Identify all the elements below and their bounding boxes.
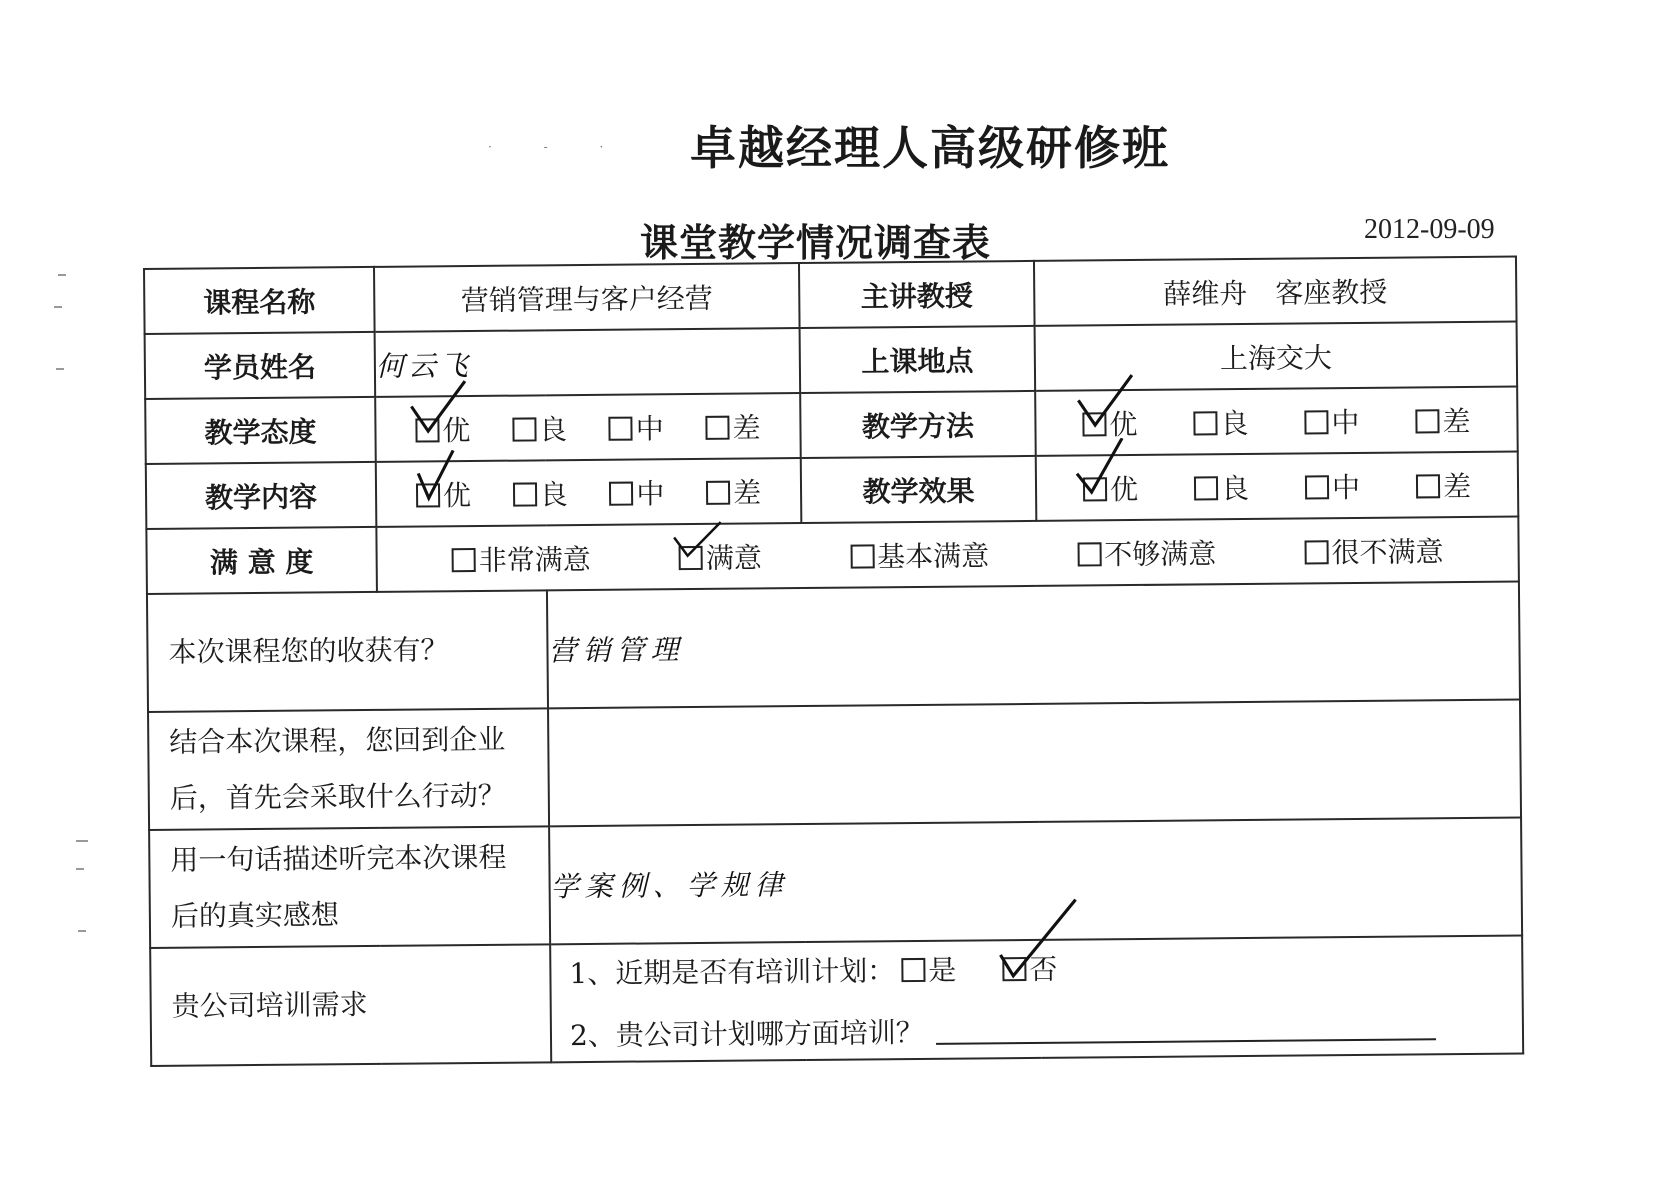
satisfaction-option-not-satisfied[interactable] — [1077, 532, 1216, 573]
option-label: 良 — [1220, 471, 1250, 505]
action-question-line: 结合本次课程，您回到企业 — [169, 722, 506, 759]
attitude-option-average[interactable] — [609, 407, 664, 447]
checkbox-checked[interactable] — [1083, 477, 1107, 501]
option-label: 是 — [928, 953, 957, 987]
scan-edge-mark — [76, 840, 88, 842]
training-area-text: 2、贵公司计划哪方面培训？ — [569, 1015, 924, 1053]
table-row — [144, 257, 1517, 334]
table-row — [148, 700, 1521, 830]
option-label: 中 — [636, 476, 665, 511]
option-label: 优 — [442, 413, 471, 447]
action-question-label — [148, 708, 549, 830]
effect-option-poor[interactable] — [1416, 464, 1471, 504]
checkbox[interactable] — [512, 417, 536, 441]
checkbox[interactable] — [452, 547, 476, 571]
checkbox[interactable] — [1077, 542, 1101, 566]
method-label: 教学方法 — [800, 391, 1036, 458]
professor-value: 薛维舟 客座教授 — [1034, 257, 1517, 326]
table-row — [145, 322, 1518, 399]
attitude-options — [375, 393, 801, 462]
scan-edge-mark — [78, 930, 86, 932]
gain-answer-handwritten[interactable]: 营销管理 — [547, 582, 1520, 709]
table-row — [150, 936, 1523, 1066]
effect-label: 教学效果 — [801, 456, 1037, 523]
satisfaction-options — [376, 517, 1519, 592]
action-question-line: 后，首先会采取什么行动？ — [169, 778, 506, 815]
table-row — [145, 387, 1518, 464]
checkbox-checked[interactable] — [415, 418, 439, 442]
feeling-question-line: 用一句话描述听完本次课程 — [170, 840, 507, 877]
satisfaction-option-very-unsatisfied[interactable] — [1304, 530, 1443, 571]
attitude-option-poor[interactable] — [705, 406, 760, 446]
professor-label: 主讲教授 — [799, 261, 1035, 328]
option-label: 差 — [1442, 404, 1471, 438]
content-option-average[interactable] — [609, 472, 664, 512]
checkbox[interactable] — [1193, 411, 1217, 435]
content-option-excellent[interactable] — [416, 474, 471, 514]
training-needs-label: 贵公司培训需求 — [150, 944, 551, 1066]
checkbox[interactable] — [1305, 475, 1329, 499]
scan-edge-mark — [76, 868, 84, 870]
feeling-answer-handwritten[interactable]: 学案例、学规律 — [549, 818, 1522, 945]
checkbox[interactable] — [1304, 540, 1328, 564]
option-label: 满意 — [705, 540, 763, 575]
survey-form — [143, 256, 1522, 1067]
checkbox[interactable] — [609, 481, 633, 505]
content-label: 教学内容 — [146, 462, 377, 529]
content-options — [376, 458, 802, 527]
feeling-question-line: 后的真实感想 — [170, 898, 340, 933]
satisfaction-label: 满 意 度 — [146, 527, 377, 594]
option-label: 差 — [1442, 469, 1472, 503]
checkbox-checked[interactable] — [1002, 957, 1026, 981]
content-option-good[interactable] — [512, 473, 567, 513]
table-row — [149, 818, 1522, 948]
effect-options — [1036, 452, 1519, 521]
effect-option-good[interactable] — [1194, 466, 1249, 506]
option-label: 差 — [733, 475, 762, 510]
attitude-label: 教学态度 — [145, 397, 376, 464]
option-label: 中 — [1331, 405, 1360, 439]
method-options — [1035, 387, 1518, 456]
option-label: 中 — [635, 411, 665, 446]
checkbox[interactable] — [901, 958, 925, 982]
option-label: 很不满意 — [1331, 534, 1444, 569]
satisfaction-option-basically-satisfied[interactable] — [850, 534, 989, 575]
checkbox[interactable] — [706, 480, 730, 504]
option-label: 良 — [539, 477, 568, 511]
content-option-poor[interactable] — [706, 471, 761, 511]
option-label: 否 — [1029, 952, 1058, 986]
option-label: 优 — [1109, 407, 1138, 441]
option-label: 良 — [538, 412, 568, 446]
attitude-option-good[interactable] — [512, 408, 567, 448]
student-name-label: 学员姓名 — [145, 332, 376, 399]
attitude-option-excellent[interactable] — [415, 409, 470, 449]
table-row — [147, 582, 1520, 712]
training-plan-no[interactable] — [1002, 948, 1057, 988]
form-date: 2012-09-09 — [1364, 214, 1495, 245]
action-answer-field[interactable] — [548, 700, 1521, 827]
training-area-question — [552, 1006, 1522, 1055]
effect-option-average[interactable] — [1305, 465, 1360, 505]
faded-logo-mark: · - · — [488, 140, 628, 154]
method-option-poor[interactable] — [1415, 399, 1470, 439]
checkbox[interactable] — [705, 415, 729, 439]
satisfaction-option-very-satisfied[interactable] — [452, 537, 591, 578]
checkbox[interactable] — [1304, 410, 1328, 434]
checkbox[interactable] — [1194, 476, 1218, 500]
page-title: 卓越经理人高级研修班 — [690, 121, 1170, 175]
location-label: 上课地点 — [800, 326, 1036, 393]
checkbox-checked[interactable] — [1082, 412, 1106, 436]
course-name-value: 营销管理与客户经营 — [374, 263, 800, 332]
gain-question-label: 本次课程您的收获有？ — [147, 590, 548, 712]
effect-option-excellent[interactable] — [1083, 467, 1138, 507]
table-row — [146, 452, 1519, 529]
option-label: 差 — [732, 410, 761, 445]
checkbox[interactable] — [609, 416, 633, 440]
option-label: 良 — [1220, 406, 1249, 440]
student-name-handwritten[interactable]: 何云飞 — [375, 328, 801, 397]
method-option-excellent[interactable] — [1082, 402, 1137, 442]
option-label: 不够满意 — [1104, 536, 1217, 571]
option-label: 基本满意 — [876, 538, 990, 573]
location-value: 上海交大 — [1035, 322, 1518, 391]
training-area-blank[interactable] — [936, 1012, 1436, 1045]
method-option-average[interactable] — [1304, 400, 1359, 440]
survey-table — [143, 256, 1524, 1067]
checkbox[interactable] — [1415, 409, 1439, 433]
checkbox[interactable] — [850, 544, 874, 568]
option-label: 非常满意 — [478, 542, 591, 577]
option-label: 优 — [1109, 472, 1139, 506]
checkbox[interactable] — [513, 482, 537, 506]
option-label: 中 — [1331, 470, 1361, 504]
training-plan-yes[interactable] — [901, 949, 956, 989]
checkbox-checked[interactable] — [679, 545, 703, 569]
training-needs-content — [550, 936, 1523, 1063]
form-subtitle: 课堂教学情况调查表 — [640, 221, 992, 265]
scan-edge-mark — [56, 368, 64, 370]
checkbox-checked[interactable] — [416, 483, 440, 507]
scan-edge-mark — [54, 306, 62, 308]
option-label: 优 — [442, 478, 472, 512]
method-option-good[interactable] — [1193, 401, 1248, 441]
training-plan-text: 1、近期是否有培训计划： — [569, 954, 896, 991]
feeling-question-label — [149, 826, 550, 948]
table-row — [146, 517, 1519, 594]
course-name-label: 课程名称 — [144, 267, 375, 334]
satisfaction-option-satisfied[interactable] — [679, 536, 762, 577]
training-plan-question — [551, 944, 1521, 993]
scan-edge-mark — [58, 274, 66, 276]
checkbox[interactable] — [1416, 474, 1440, 498]
